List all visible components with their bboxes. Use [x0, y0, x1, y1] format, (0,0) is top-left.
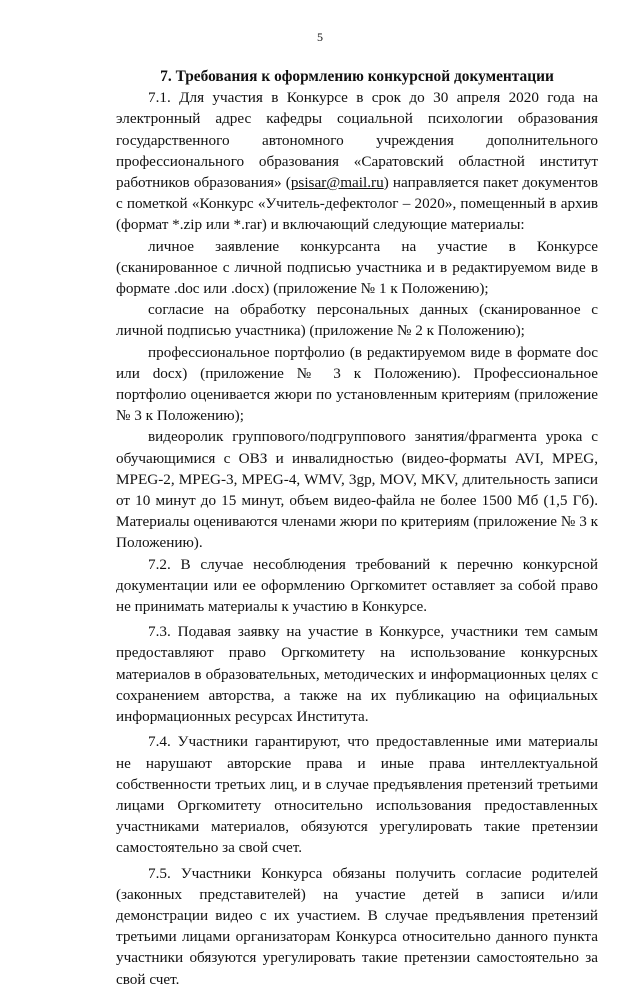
section-heading: 7. Требования к оформлению конкурсной документации: [160, 68, 554, 85]
paragraph-7-1-text-end: ) направляется пакет документов с пометкой «Конкурс «Учитель-дефектолог – 2020», помещенный в архив (формат *.zip или *.rar) и включающий следующие материалы:: [116, 174, 598, 234]
list-item-consent: согласие на обработку персональных данных (сканированное с личной подписью участника) (приложение № 2 к Положению);: [116, 301, 598, 340]
paragraph-7-4: 7.4. Участники гарантируют, что предоставленные ими материалы не нарушают авторские права и иные права интеллектуальной собственности третьих лиц, и в случае предъявления претензий третьими лицами Оргкомитету относительно использования предоставленных участниками материалов, обязуются урегулировать такие претензии самостоятельно за свой счет.: [116, 733, 598, 857]
list-item-application: личное заявление конкурсанта на участие в Конкурсе (сканированное с личной подписью участника и в редактируемом виде в формате .doc или .docx) (приложение № 1 к Положению);: [116, 237, 598, 298]
paragraph-7-1-text-start: 7.1. Для участия в Конкурсе в срок до 30 апреля 2020 года на электронный адрес кафедры социальной психологии образования государственного автономного учреждения дополнительного профессионального образования «Саратовский областной институт работников образования» (: [116, 89, 598, 192]
document-body: [116, 66, 598, 990]
paragraph-7-5: 7.5. Участники Конкурса обязаны получить согласие родителей (законных представителей) на участие детей в записи и/или демонстрации видео с их участием. В случае предъявления претензий третьими лицами организаторам Конкурса относительно данного пункта участники обязуются урегулировать такие претензии самостоятельно за свой счет.: [116, 864, 598, 988]
paragraph-7-3: 7.3. Подавая заявку на участие в Конкурсе, участники тем самым предоставляют право Оргкомитету на использование конкурсных материалов в образовательных, методических и информационных целях с сохранением авторства, а также на их публикацию на официальных информационных ресурсах Института.: [116, 623, 598, 726]
paragraph-7-1: [116, 87, 598, 235]
page-number: 5: [317, 30, 323, 44]
list-item-video: видеоролик группового/подгруппового занятия/фрагмента урока с обучающимися с ОВЗ и инвалидностью (видео-форматы AVI, MPEG, MPEG-2, MPEG-3, MPEG-4, WMV, 3gp, MOV, MKV, длительность записи от 10 минут до 15 минут, объем видео-файла не более 1500 Мб (1,5 Гб). Материалы оцениваются членами жюри по критериям (приложение № 3 к Положению).: [116, 428, 598, 552]
list-item-portfolio: профессиональное портфолио (в редактируемом виде в формате doc или docx) (приложение № 3 к Положению). Профессиональное портфолио оценивается жюри по установленным критериям (приложение № 3 к Положению);: [116, 343, 598, 425]
paragraph-7-2: 7.2. В случае несоблюдения требований к перечню конкурсной документации или ее оформлению Оргкомитет оставляет за собой право не принимать материалы к участию в Конкурсе.: [116, 555, 598, 616]
email-link[interactable]: psisar@mail.ru: [290, 174, 384, 192]
